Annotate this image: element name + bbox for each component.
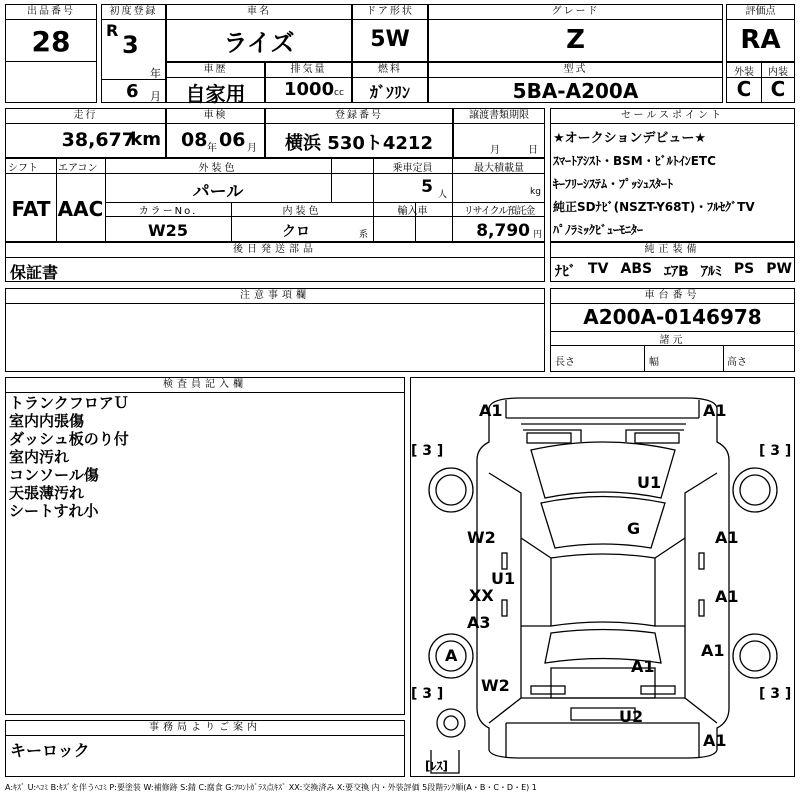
equipment-item: PW — [766, 261, 792, 277]
displacement-unit: cc — [334, 88, 344, 98]
inspector-note: トランクフロアＵ — [9, 394, 129, 412]
car-diagram — [411, 378, 794, 776]
model-code: 5BA-A200A — [512, 79, 639, 103]
legend: A:ｷｽﾞ U:ﾍｺﾐ B:ｷｽﾞを伴うﾍｺﾐ P:要塗装 W:補修跡 S:錆 C:腐食 G:ﾌﾛﾝﾄｶﾞﾗｽ点ｷｽﾞ XX:交換済み X:要交換 内・外装評価 5段階ﾗﾝｸ順(A・B・C・D・E) 1 — [5, 783, 537, 792]
inspector-note: 室内汚れ — [9, 448, 70, 466]
width-label: 幅 — [649, 357, 659, 368]
mileage-box — [5, 108, 166, 158]
recycle-unit: 円 — [532, 230, 542, 240]
inspector-note: シートすれ小 — [9, 502, 99, 520]
history-box — [166, 62, 265, 106]
inspection-box — [166, 108, 265, 158]
interior-color: クロ — [282, 224, 310, 240]
inspector-note: 天張薄汚れ — [9, 484, 85, 502]
damage-mark: U1 — [491, 569, 516, 588]
interior-grade: C — [770, 77, 786, 101]
interior-label: 内装 — [761, 63, 795, 78]
month-unit: 月 — [150, 90, 161, 103]
spare-tire: [ﾚｽ] — [425, 759, 448, 773]
equipment-box — [550, 242, 795, 282]
tire-tread-fl: [ 3 ] — [411, 443, 444, 459]
recycle-fee: 8,790 — [476, 221, 530, 241]
displacement-box — [265, 62, 352, 103]
interior-color-unit: 系 — [359, 230, 369, 240]
inspection-label: 車検 — [167, 109, 264, 124]
damage-mark: W2 — [467, 528, 496, 547]
damage-mark: G — [627, 519, 641, 538]
door-box — [352, 4, 428, 62]
grade-label: グレード — [429, 5, 722, 20]
transfer-box — [453, 108, 545, 158]
car-name-box — [166, 4, 352, 62]
damage-mark: A1 — [715, 587, 739, 606]
tire-tread-fr: [ 3 ] — [759, 443, 792, 459]
damage-mark: A1 — [631, 657, 655, 676]
notes-box — [5, 288, 545, 372]
damage-mark: A1 — [479, 401, 503, 420]
inspector-note: 室内内張傷 — [9, 412, 85, 430]
office-label: 事務局よりご案内 — [6, 721, 404, 736]
plate-label: 登録番号 — [266, 109, 452, 124]
car-name-label: 車名 — [167, 5, 351, 20]
interior-color-label: 内装色 — [282, 206, 322, 217]
damage-mark: U1 — [637, 473, 662, 492]
exterior-color: パール — [192, 182, 244, 202]
equipment-item: PS — [733, 261, 755, 277]
notes-label: 注意事項欄 — [6, 289, 544, 304]
door-type: 5W — [370, 27, 410, 52]
plate-box — [265, 108, 453, 158]
color-no-label: カラーNo. — [138, 206, 198, 217]
office-note: キーロック — [10, 741, 90, 760]
lot-number: 28 — [31, 25, 71, 58]
door-label: ドア形状 — [353, 5, 427, 20]
dims-label: 諸元 — [551, 331, 794, 346]
color-number: W25 — [148, 221, 188, 240]
damage-mark: A1 — [715, 528, 739, 547]
length-label: 長さ — [555, 357, 575, 368]
exterior-label: 外装 — [727, 63, 761, 78]
mileage-label: 走行 — [6, 109, 165, 124]
mileage-unit: km — [130, 129, 161, 150]
later-parts-label: 後日発送部品 — [6, 243, 544, 258]
sales-points-label: セールスポイント — [551, 109, 794, 124]
lot-number-label: 出品番号 — [6, 5, 96, 20]
lot-number-box — [5, 4, 97, 103]
load-label: 最大積載量 — [474, 163, 524, 174]
sales-point: ｽﾏｰﾄｱｼｽﾄ・BSM・ﾋﾞﾙﾄｲﾝETC — [553, 154, 716, 168]
model-box — [428, 62, 723, 103]
damage-mark: U2 — [619, 707, 644, 726]
sales-point: 純正SDﾅﾋﾞ(NSZT-Y68T)・ﾌﾙｾｸﾞTV — [553, 200, 755, 214]
inspector-label: 検査員記入欄 — [6, 378, 404, 393]
inspector-note: ダッシュ板のり付 — [9, 430, 129, 448]
displacement: 1000 — [284, 79, 335, 100]
later-parts: 保証書 — [10, 263, 59, 282]
transfer-day-unit: 日 — [528, 145, 538, 156]
specs-box — [5, 158, 545, 242]
capacity: 5 — [421, 177, 433, 197]
damage-mark: A3 — [467, 613, 491, 632]
transfer-month-unit: 月 — [490, 145, 500, 156]
car-name: ライズ — [223, 29, 295, 57]
equipment-label: 純正装備 — [551, 243, 794, 258]
capacity-unit: 人 — [438, 190, 448, 200]
equipment-item: ｱﾙﾐ — [700, 264, 722, 280]
recycle-label: リサイクル預託金 — [463, 206, 535, 217]
damage-mark: A1 — [703, 401, 727, 420]
reg-month: 6 — [126, 81, 139, 102]
plate-number: 横浜 530ト4212 — [285, 133, 433, 154]
sales-points-box — [550, 108, 795, 242]
ext-int-box — [726, 62, 795, 103]
first-registration-box — [101, 4, 166, 103]
inspection-month-unit: 月 — [247, 143, 257, 154]
later-parts-box — [5, 242, 545, 282]
equipment-item: TV — [588, 261, 609, 277]
sales-point: ｷｰﾌﾘｰｼｽﾃﾑ・ﾌﾟｯｼｭｽﾀｰﾄ — [553, 177, 674, 191]
fuel: ｶﾞｿﾘﾝ — [369, 83, 410, 102]
mileage: 38,677 — [61, 129, 135, 151]
office-box — [5, 720, 405, 777]
tire-tread-rl: [ 3 ] — [411, 686, 444, 702]
grade: Z — [566, 25, 585, 55]
chassis-number: A200A-0146978 — [583, 305, 762, 329]
equipment-item: ｴｱB — [664, 264, 689, 280]
model-label: 型式 — [429, 63, 722, 78]
chassis-box — [550, 288, 795, 372]
damage-mark: A1 — [703, 731, 727, 750]
score-label: 評価点 — [727, 5, 794, 20]
damage-mark: XX — [469, 586, 494, 605]
equipment-item: ABS — [620, 261, 653, 277]
history: 自家用 — [185, 82, 246, 106]
inspection-month: 06 — [219, 129, 246, 151]
grade-box — [428, 4, 723, 62]
fuel-label: 燃料 — [353, 63, 427, 78]
equipment-item: ﾅﾋﾞ — [555, 264, 576, 280]
tire-tread-rr: [ 3 ] — [759, 686, 792, 702]
inspection-year-unit: 年 — [207, 143, 217, 154]
damage-mark: A1 — [701, 641, 725, 660]
capacity-label: 乗車定員 — [392, 163, 433, 174]
height-label: 高さ — [727, 357, 747, 368]
shift: FAT — [11, 197, 51, 221]
sales-point: ★オークションデビュー★ — [553, 131, 707, 146]
score-box — [726, 4, 795, 62]
era: R — [106, 21, 119, 40]
transfer-label: 譲渡書類期限 — [454, 109, 544, 124]
chassis-label: 車台番号 — [551, 289, 794, 304]
score: RA — [740, 25, 781, 55]
inspection-year: 08 — [181, 129, 208, 151]
fuel-box — [352, 62, 428, 103]
reg-year: 3 — [122, 31, 139, 59]
damage-mark: A — [445, 646, 458, 665]
shift-label: シフト — [8, 163, 38, 174]
year-unit: 年 — [150, 67, 161, 80]
car-diagram-box — [410, 377, 795, 777]
first-registration-label: 初度登録 — [102, 5, 165, 20]
history-label: 車歴 — [167, 63, 264, 78]
color-label: 外装色 — [198, 163, 238, 174]
inspector-note: コンソール傷 — [9, 466, 99, 484]
load-unit: kg — [530, 187, 541, 197]
sales-point: ﾊﾟﾉﾗﾐｯｸﾋﾞｭｰﾓﾆﾀｰ — [553, 223, 644, 237]
aircon: AAC — [57, 197, 104, 221]
import-label: 輸入車 — [397, 206, 428, 217]
displacement-label: 排気量 — [266, 63, 351, 78]
exterior-grade: C — [736, 77, 752, 101]
aircon-label: エアコン — [58, 163, 98, 174]
damage-mark: W2 — [481, 676, 510, 695]
inspector-box — [5, 377, 405, 715]
